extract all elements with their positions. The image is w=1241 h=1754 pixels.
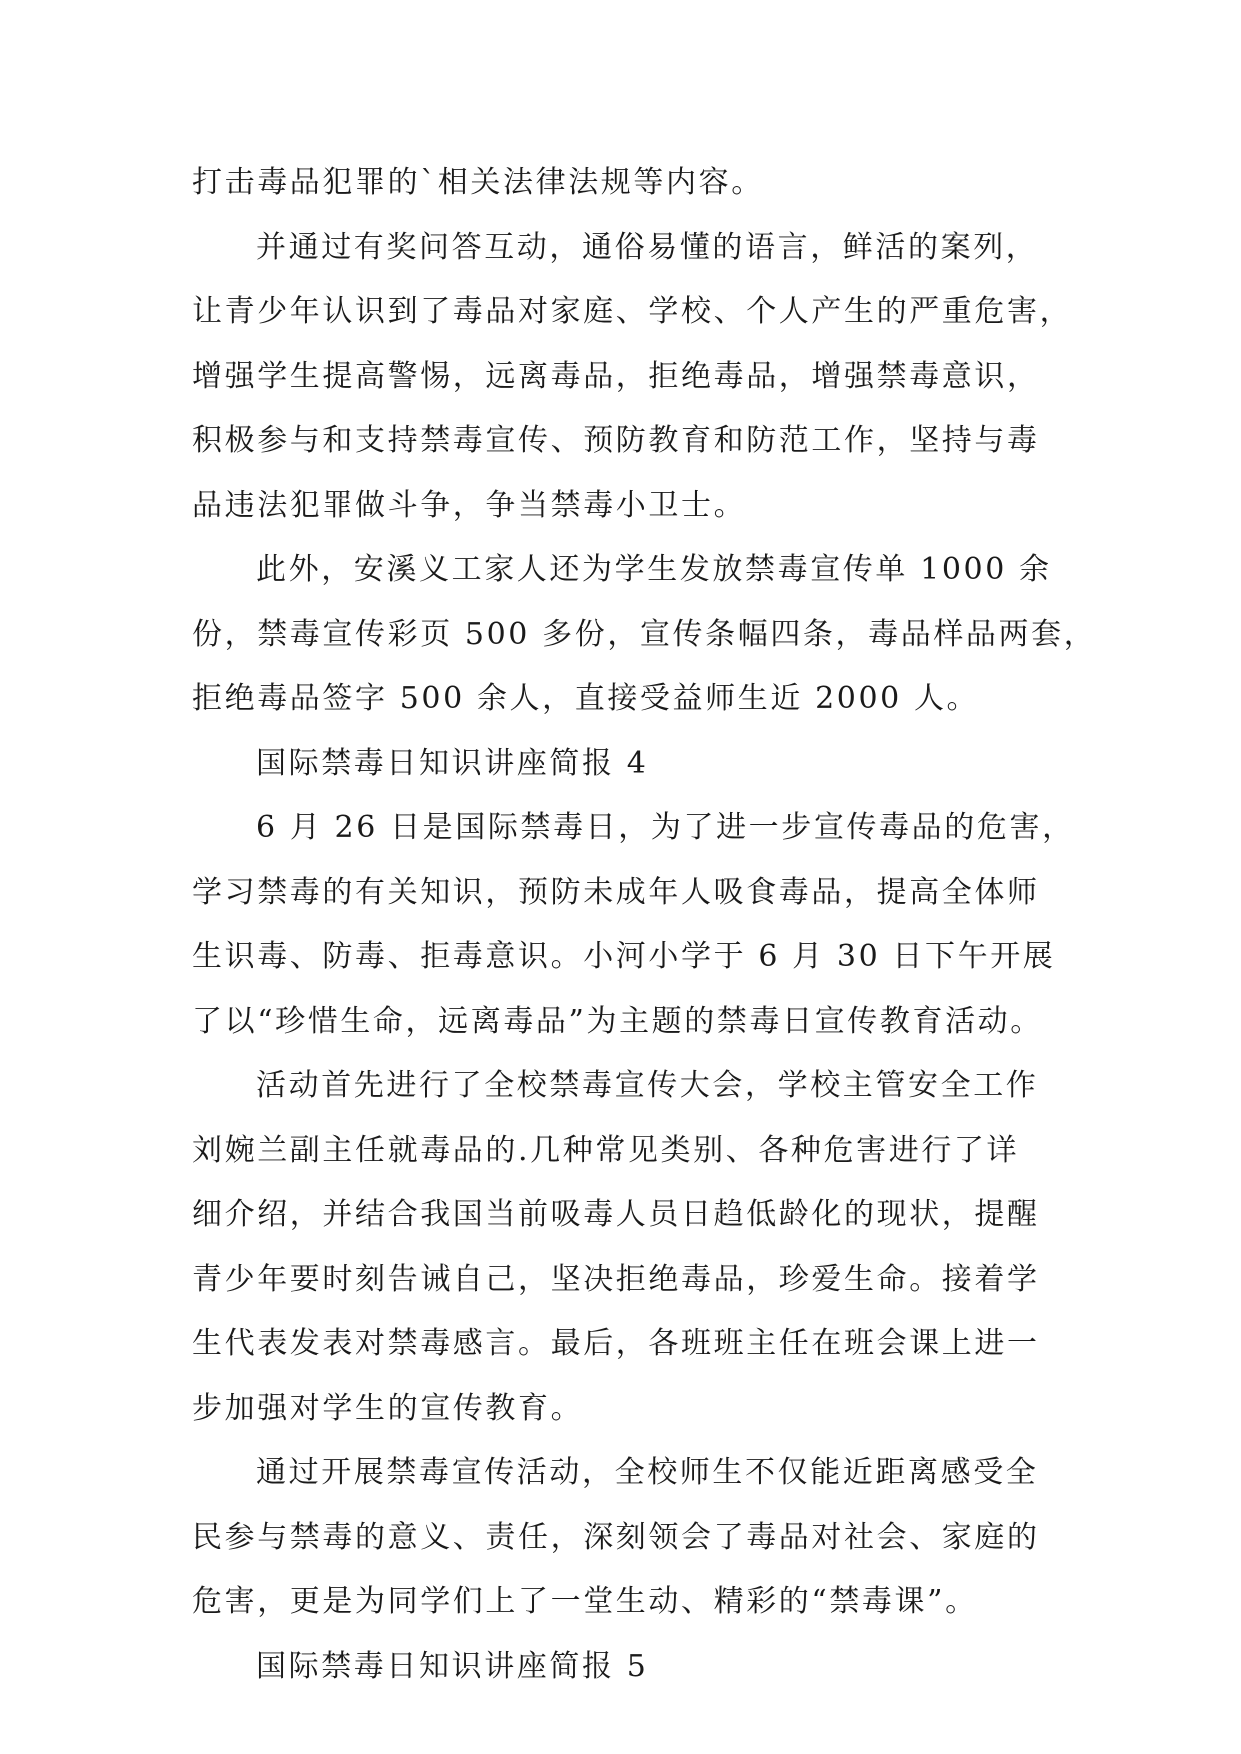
text-line: 打击毒品犯罪的`相关法律法规等内容。 (192, 165, 764, 200)
text-line: 份，禁毒宣传彩页 500 多份，宣传条幅四条，毒品样品两套， (192, 616, 1097, 652)
document-body (192, 151, 1097, 1699)
text-line: 品违法犯罪做斗争，争当禁毒小卫士。 (192, 487, 747, 523)
text-line: 此外，安溪义工家人还为学生发放禁毒宣传单 1000 余 (256, 552, 1052, 587)
text-line: 细介绍，并结合我国当前吸毒人员日趋低龄化的现状，提醒 (192, 1197, 1040, 1232)
text-line: 青少年要时刻告诫自己，坚决拒绝毒品，珍爱生命。接着学 (192, 1261, 1040, 1297)
text-line: 并通过有奖问答互动，通俗易懂的语言，鲜活的案列， (256, 229, 1039, 265)
text-line: 增强学生提高警惕，远离毒品，拒绝毒品，增强禁毒意识， (192, 358, 1040, 394)
text-line: 让青少年认识到了毒品对家庭、学校、个人产生的严重危害， (192, 294, 1073, 329)
text-line: 6 月 26 日是国际禁毒日，为了进一步宣传毒品的危害， (256, 810, 1075, 845)
text-line: 步加强对学生的宣传教育。 (192, 1390, 584, 1426)
text-line: 拒绝毒品签字 500 余人，直接受益师生近 2000 人。 (192, 681, 980, 716)
text-line: 生识毒、防毒、拒毒意识。小河小学于 6 月 30 日下午开展 (192, 939, 1056, 974)
text-line: 了以“珍惜生命，远离毒品”为主题的禁毒日宣传教育活动。 (192, 1003, 1043, 1039)
text-line: 积极参与和支持禁毒宣传、预防教育和防范工作，坚持与毒 (192, 423, 1040, 458)
text-line: 生代表发表对禁毒感言。最后，各班班主任在班会课上进一 (192, 1326, 1040, 1361)
text-line: 学习禁毒的有关知识，预防未成年人吸食毒品，提高全体师 (192, 874, 1040, 910)
text-line: 活动首先进行了全校禁毒宣传大会，学校主管安全工作 (256, 1068, 1039, 1103)
text-line: 民参与禁毒的意义、责任，深刻领会了毒品对社会、家庭的 (192, 1519, 1040, 1555)
section-heading: 国际禁毒日知识讲座简报 4 (256, 745, 649, 781)
text-line: 通过开展禁毒宣传活动，全校师生不仅能近距离感受全 (256, 1455, 1039, 1490)
section-heading: 国际禁毒日知识讲座简报 5 (256, 1648, 649, 1684)
text-line: 危害，更是为同学们上了一堂生动、精彩的“禁毒课”。 (192, 1584, 978, 1619)
text-line: 刘婉兰副主任就毒品的.几种常见类别、各种危害进行了详 (192, 1132, 1020, 1168)
